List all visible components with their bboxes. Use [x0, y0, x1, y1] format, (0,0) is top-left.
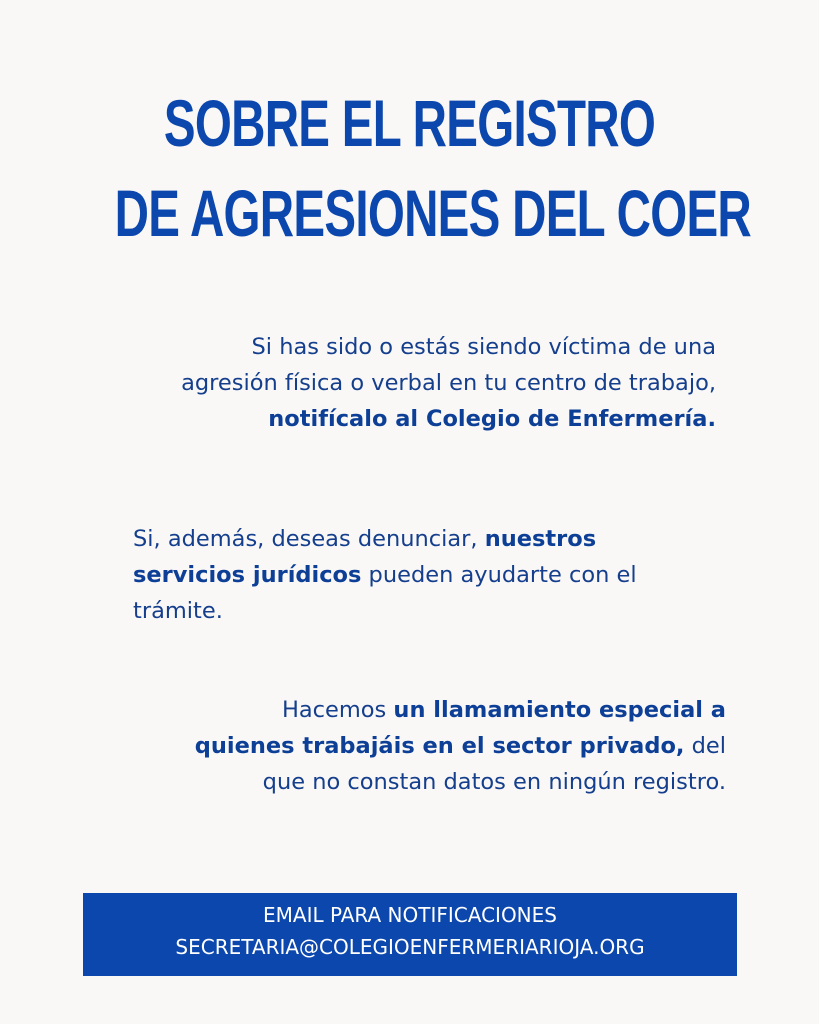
- email-banner-label: EMAIL PARA NOTIFICACIONES: [263, 903, 557, 927]
- paragraph-legal-line-2: [133, 557, 733, 593]
- paragraph-appeal-line-3: que no constan datos en ningún registro.: [262, 769, 726, 795]
- appeal-text-1: Hacemos: [281, 697, 394, 723]
- legal-text-2: pueden ayudarte con el: [361, 562, 637, 588]
- paragraph-notify-line-2: agresión física o verbal en tu centro de trabajo,: [181, 370, 716, 396]
- paragraph-appeal: [86, 692, 726, 800]
- paragraph-notify-line-1: Si has sido o estás siendo víctima de una: [251, 334, 716, 360]
- paragraph-appeal-line-2: [86, 728, 726, 764]
- paragraph-legal-line-3: trámite.: [133, 598, 223, 624]
- legal-text-1: Si, además, deseas denunciar,: [133, 526, 485, 552]
- appeal-highlight-2: quienes trabajáis en el sector privado,: [194, 733, 685, 759]
- appeal-text-2: del: [684, 733, 726, 759]
- legal-highlight-2: servicios jurídicos: [133, 562, 362, 588]
- title-line-2: DE AGRESIONES DEL COER: [114, 176, 752, 250]
- paragraph-notify: [76, 329, 716, 437]
- notify-highlight: notifícalo al Colegio de Enfermería.: [268, 406, 716, 432]
- paragraph-notify-line-3: [76, 401, 716, 437]
- title-line-1: SOBRE EL REGISTRO: [163, 86, 656, 160]
- email-banner: [83, 893, 737, 976]
- appeal-highlight-1: un llamamiento especial a: [393, 697, 726, 723]
- email-address[interactable]: SECRETARIA@COLEGIOENFERMERIARIOJA.ORG: [175, 935, 645, 959]
- paragraph-appeal-line-1: [86, 692, 726, 728]
- paragraph-legal: [133, 521, 733, 629]
- legal-highlight-1: nuestros: [484, 526, 597, 552]
- paragraph-legal-line-1: [133, 521, 733, 557]
- page-title: [0, 78, 819, 258]
